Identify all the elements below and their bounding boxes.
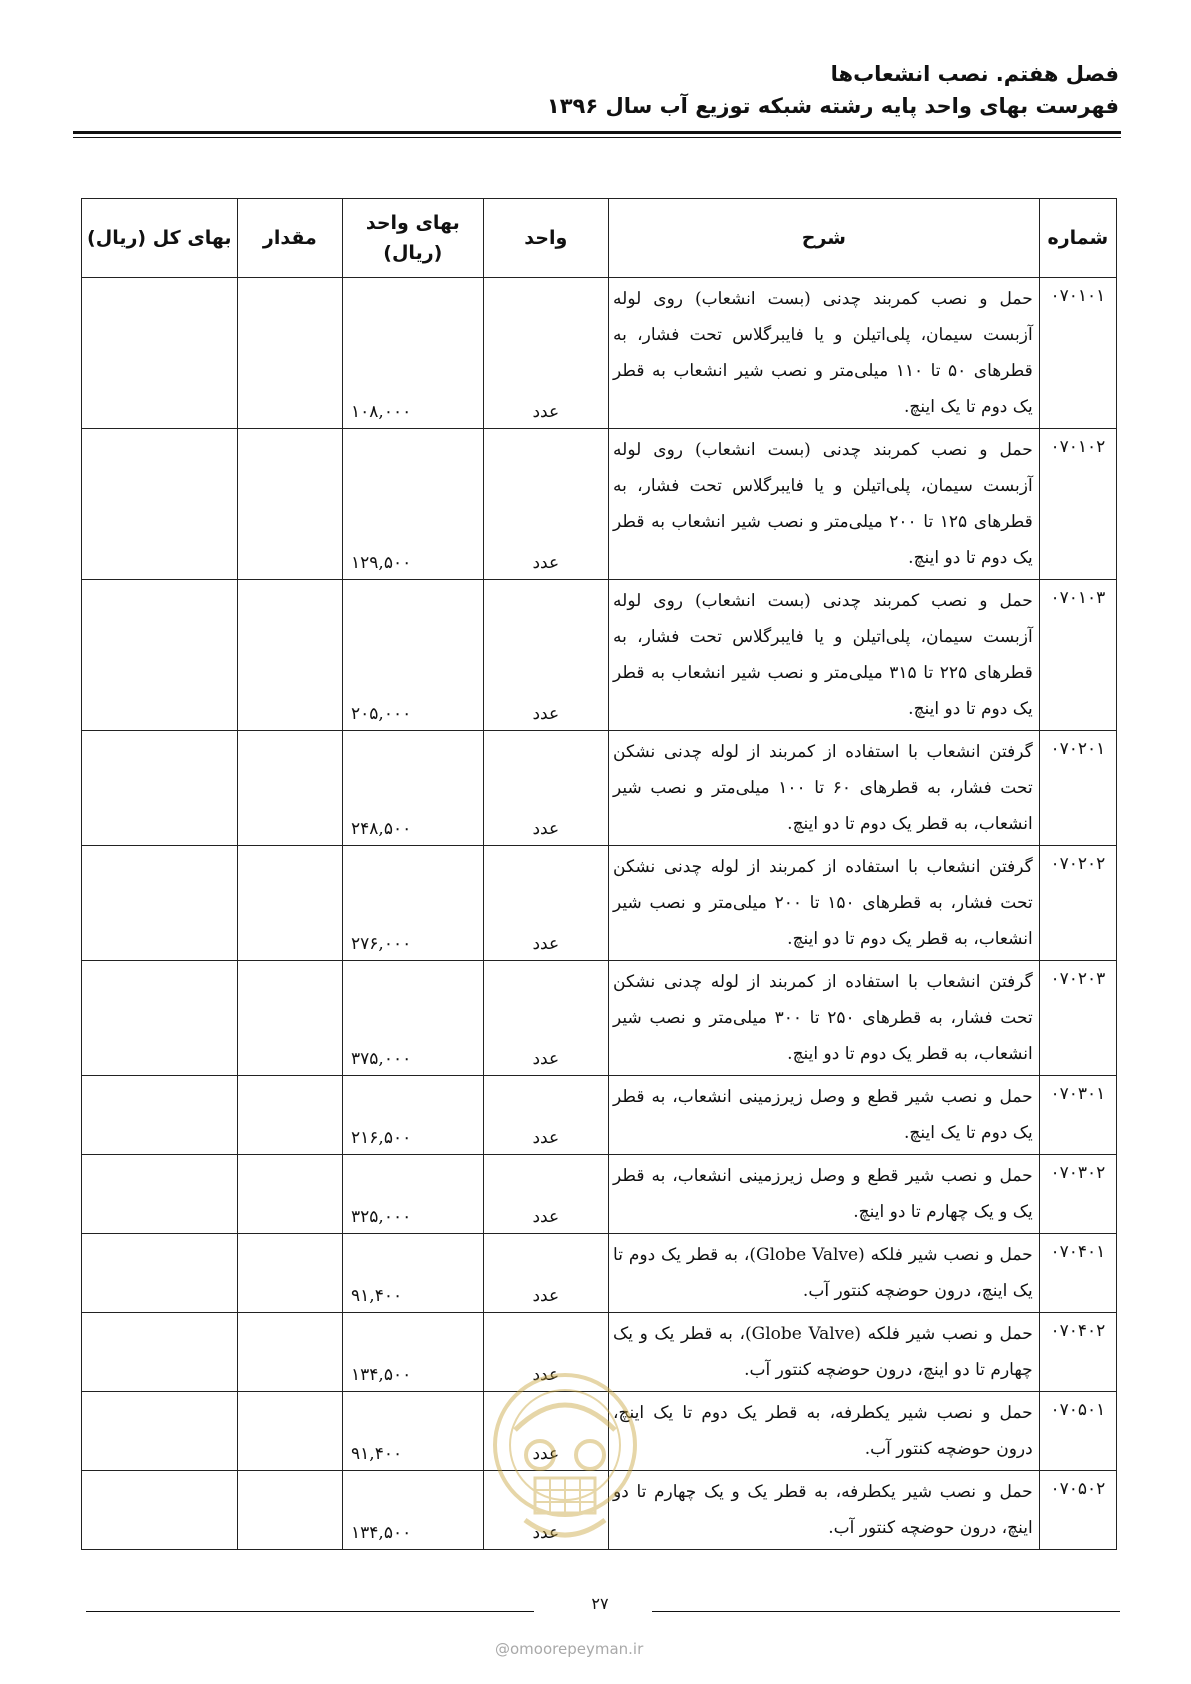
item-unit: عدد (483, 1155, 608, 1234)
item-unit: عدد (483, 961, 608, 1076)
item-quantity (237, 1471, 342, 1550)
header-divider-thin (73, 137, 1121, 138)
website-watermark: @omoorepeyman.ir (495, 1640, 644, 1658)
table-row (82, 1155, 1117, 1234)
item-total-price (82, 429, 238, 580)
item-total-price (82, 1234, 238, 1313)
item-unit-price: ۱۰۸,۰۰۰ (343, 278, 484, 429)
item-quantity (237, 1392, 342, 1471)
page-number: ۲۷ (591, 1594, 609, 1613)
item-description: حمل و نصب کمربند چدنی (بست انشعاب) روی لوله آزبست سیمان، پلی‌اتیلن و یا فایبرگلاس تحت فشار، به قطرهای ۱۲۵ تا ۲۰۰ میلی‌متر و نصب شیر انشعاب به قطر یک دوم تا دو اینچ. (609, 429, 1040, 580)
item-unit: عدد (483, 731, 608, 846)
item-total-price (82, 1076, 238, 1155)
item-description: حمل و نصب کمربند چدنی (بست انشعاب) روی لوله آزبست سیمان، پلی‌اتیلن و یا فایبرگلاس تحت فشار، به قطرهای ۵۰ تا ۱۱۰ میلی‌متر و نصب شیر انشعاب به قطر یک دوم تا یک اینچ. (609, 278, 1040, 429)
item-unit-price: ۲۷۶,۰۰۰ (343, 846, 484, 961)
table-body (82, 278, 1117, 1550)
item-total-price (82, 1471, 238, 1550)
item-total-price (82, 1313, 238, 1392)
table-row (82, 580, 1117, 731)
item-unit: عدد (483, 580, 608, 731)
list-title: فهرست بهای واحد پایه رشته شبکه توزیع آب سال ۱۳۹۶ (546, 94, 1119, 118)
item-unit-price: ۹۱,۴۰۰ (343, 1392, 484, 1471)
item-description: گرفتن انشعاب با استفاده از کمربند از لوله چدنی نشکن تحت فشار، به قطرهای ۲۵۰ تا ۳۰۰ میلی‌متر و نصب شیر انشعاب، به قطر یک دوم تا دو اینچ. (609, 961, 1040, 1076)
item-unit-price: ۱۳۴,۵۰۰ (343, 1471, 484, 1550)
item-unit-price: ۲۴۸,۵۰۰ (343, 731, 484, 846)
unit-price-currency: (ریال) (383, 242, 443, 264)
item-quantity (237, 278, 342, 429)
item-unit-price: ۳۲۵,۰۰۰ (343, 1155, 484, 1234)
item-description: حمل و نصب شیر قطع و وصل زیرزمینی انشعاب، به قطر یک و یک چهارم تا دو اینچ. (609, 1155, 1040, 1234)
table-row (82, 961, 1117, 1076)
item-code: ۰۷۰۲۰۲ (1039, 846, 1116, 961)
item-unit-price: ۱۲۹,۵۰۰ (343, 429, 484, 580)
item-unit: عدد (483, 1313, 608, 1392)
item-quantity (237, 429, 342, 580)
item-description: حمل و نصب شیر قطع و وصل زیرزمینی انشعاب، به قطر یک دوم تا یک اینچ. (609, 1076, 1040, 1155)
item-unit-price: ۹۱,۴۰۰ (343, 1234, 484, 1313)
item-unit: عدد (483, 429, 608, 580)
table-row (82, 1076, 1117, 1155)
item-code: ۰۷۰۴۰۲ (1039, 1313, 1116, 1392)
unit-price-label: بهای واحد (365, 212, 460, 234)
column-header-description: شرح (609, 199, 1040, 278)
item-code: ۰۷۰۵۰۱ (1039, 1392, 1116, 1471)
item-quantity (237, 580, 342, 731)
price-list-table (81, 198, 1117, 1550)
item-code: ۰۷۰۱۰۲ (1039, 429, 1116, 580)
item-quantity (237, 846, 342, 961)
item-unit-price: ۱۳۴,۵۰۰ (343, 1313, 484, 1392)
item-code: ۰۷۰۲۰۳ (1039, 961, 1116, 1076)
item-description: حمل و نصب شیر یکطرفه، به قطر یک و یک چهارم تا دو اینچ، درون حوضچه کنتور آب. (609, 1471, 1040, 1550)
item-code: ۰۷۰۳۰۱ (1039, 1076, 1116, 1155)
item-total-price (82, 1155, 238, 1234)
item-description: گرفتن انشعاب با استفاده از کمربند از لوله چدنی نشکن تحت فشار، به قطرهای ۶۰ تا ۱۰۰ میلی‌متر و نصب شیر انشعاب، به قطر یک دوم تا دو اینچ. (609, 731, 1040, 846)
chapter-title: فصل هفتم. نصب انشعاب‌ها (830, 62, 1119, 86)
column-header-total-price: بهای کل (ریال) (82, 199, 238, 278)
table-row (82, 429, 1117, 580)
column-header-quantity: مقدار (237, 199, 342, 278)
item-code: ۰۷۰۳۰۲ (1039, 1155, 1116, 1234)
item-quantity (237, 731, 342, 846)
item-quantity (237, 1076, 342, 1155)
item-unit: عدد (483, 1471, 608, 1550)
table-row (82, 1392, 1117, 1471)
item-unit: عدد (483, 1234, 608, 1313)
table-row (82, 278, 1117, 429)
item-unit-price: ۳۷۵,۰۰۰ (343, 961, 484, 1076)
item-unit: عدد (483, 846, 608, 961)
item-code: ۰۷۰۱۰۳ (1039, 580, 1116, 731)
header-divider-thick (73, 131, 1121, 134)
item-code: ۰۷۰۲۰۱ (1039, 731, 1116, 846)
item-total-price (82, 961, 238, 1076)
item-description: گرفتن انشعاب با استفاده از کمربند از لوله چدنی نشکن تحت فشار، به قطرهای ۱۵۰ تا ۲۰۰ میلی‌متر و نصب شیر انشعاب، به قطر یک دوم تا دو اینچ. (609, 846, 1040, 961)
column-header-code: شماره (1039, 199, 1116, 278)
table-row (82, 1234, 1117, 1313)
item-unit: عدد (483, 1392, 608, 1471)
item-total-price (82, 278, 238, 429)
item-total-price (82, 731, 238, 846)
item-unit-price: ۲۰۵,۰۰۰ (343, 580, 484, 731)
item-description: حمل و نصب شیر یکطرفه، به قطر یک دوم تا یک اینچ، درون حوضچه کنتور آب. (609, 1392, 1040, 1471)
item-total-price (82, 580, 238, 731)
item-quantity (237, 1313, 342, 1392)
item-description: حمل و نصب شیر فلکه (Globe Valve)، به قطر یک دوم تا یک اینچ، درون حوضچه کنتور آب. (609, 1234, 1040, 1313)
table-header-row (82, 199, 1117, 278)
item-unit: عدد (483, 1076, 608, 1155)
footer-divider-left (86, 1611, 534, 1612)
item-code: ۰۷۰۱۰۱ (1039, 278, 1116, 429)
table-row (82, 731, 1117, 846)
item-total-price (82, 846, 238, 961)
table-row (82, 1313, 1117, 1392)
item-description: حمل و نصب کمربند چدنی (بست انشعاب) روی لوله آزبست سیمان، پلی‌اتیلن و یا فایبرگلاس تحت فشار، به قطرهای ۲۲۵ تا ۳۱۵ میلی‌متر و نصب شیر انشعاب به قطر یک دوم تا دو اینچ. (609, 580, 1040, 731)
table-row (82, 1471, 1117, 1550)
column-header-unit-price (343, 199, 484, 278)
item-code: ۰۷۰۴۰۱ (1039, 1234, 1116, 1313)
table-row (82, 846, 1117, 961)
footer-divider-right (652, 1611, 1120, 1612)
item-total-price (82, 1392, 238, 1471)
item-quantity (237, 961, 342, 1076)
column-header-unit: واحد (483, 199, 608, 278)
item-quantity (237, 1155, 342, 1234)
item-code: ۰۷۰۵۰۲ (1039, 1471, 1116, 1550)
item-unit: عدد (483, 278, 608, 429)
page-header (69, 58, 1119, 122)
item-unit-price: ۲۱۶,۵۰۰ (343, 1076, 484, 1155)
item-quantity (237, 1234, 342, 1313)
item-description: حمل و نصب شیر فلکه (Globe Valve)، به قطر یک و یک چهارم تا دو اینچ، درون حوضچه کنتور آب. (609, 1313, 1040, 1392)
